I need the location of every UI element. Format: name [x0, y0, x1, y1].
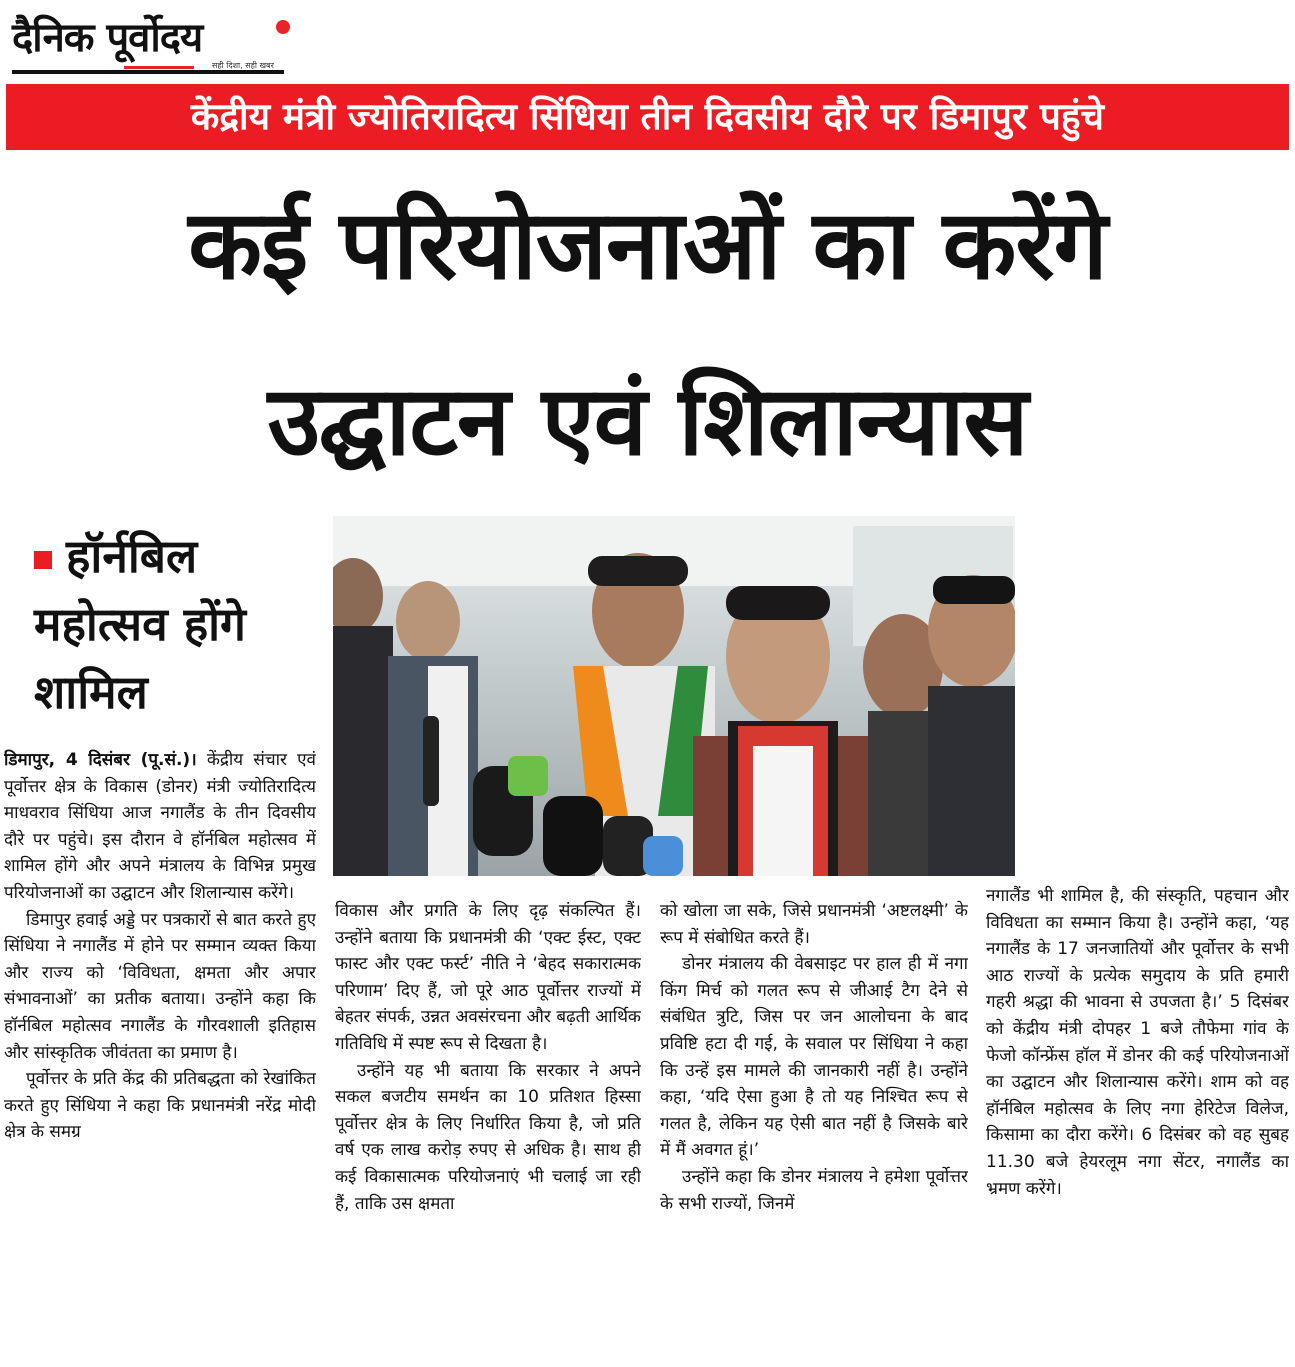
- subhead-text-1: हॉर्नबिल: [66, 529, 198, 583]
- news-photo: [333, 516, 1015, 876]
- paragraph: उन्होंने कहा कि डोनर मंत्रालय ने हमेशा पूर्वोत्तर के सभी राज्यों, जिनमें: [660, 1166, 968, 1214]
- paragraph: डोनर मंत्रालय की वेबसाइट पर हाल ही में नगा किंग मिर्च को गलत रूप से जीआई टैग देने से संबंधित त्रुटि, जिस पर जन आलोचना के बाद प्रविष्टि हटा दी गई, के सवाल पर सिंधिया ने कहा कि उन्हें इस मामले की जानकारी नहीं है। उन्होंने कहा, ‘यदि ऐसा हुआ है तो यह निश्चित रूप से गलत है, लेकिन यह ऐसी बात नहीं है जिसके बारे में मैं अवगत हूं।’: [660, 954, 968, 1161]
- paragraph-text: केंद्रीय संचार एवं पूर्वोत्तर क्षेत्र के विकास (डोनर) मंत्री ज्योतिरादित्य माधवराव सिंधिया आज नगालैंड के तीन दिवसीय दौरे पर पहुंचे। इस दौरान वे हॉर्नबिल महोत्सव में शामिल होंगे और अपने मंत्रालय के विभिन्न प्रमुख परियोजनाओं का उद्घाटन और शिलान्यास करेंगे।: [4, 750, 316, 903]
- subhead: [34, 522, 324, 726]
- article-column-1: [4, 747, 316, 1363]
- kicker-text: केंद्रीय मंत्री ज्योतिरादित्य सिंधिया तीन दिवसीय दौरे पर डिमापुर पहुंचे: [190, 95, 1105, 138]
- masthead-title: दैनिक पूर्वोदय: [12, 15, 203, 61]
- paragraph: नगालैंड भी शामिल है, की संस्कृति, पहचान और विविधता का सम्मान किया है। उन्होंने कहा, ‘यह नगालैंड के 17 जनजातियों और पूर्वोत्तर के सभी आठ राज्यों के प्रत्येक समुदाय के प्रति हमारी गहरी श्रद्धा की भावना से उपजता है।’ 5 दिसंबर को केंद्रीय मंत्री दोपहर 1 बजे तौफेमा गांव के फेजो कॉन्फ्रेंस हॉल में डोनर की कई परियोजनाओं का उद्घाटन और शिलान्यास करेंगे। शाम को वह हॉर्नबिल महोत्सव के लिए नगा हेरिटेज विलेज, किसामा का दौरा करेंगे। 6 दिसंबर को वह सुबह 11.30 बजे हेयरलूम नगा सेंटर, नगालैंड का भ्रमण करेंगे।: [986, 886, 1289, 1199]
- bullet-square-icon: [34, 551, 52, 569]
- kicker-banner: [6, 84, 1289, 150]
- masthead-dot-icon: [276, 20, 290, 34]
- news-photo-illustration: [333, 516, 1015, 876]
- paragraph: डिमापुर हवाई अड्डे पर पत्रकारों से बात करते हुए सिंधिया ने नगालैंड में होने पर सम्मान व्यक्त किया और राज्य को ‘विविधता, क्षमता और अपार संभावनाओं’ का प्रतीक बताया। उन्होंने कहा कि हॉर्नबिल महोत्सव नगालैंड के गौरवशाली इतिहास और सांस्कृतिक जीवंतता का प्रमाण है।: [4, 909, 316, 1063]
- paragraph: [4, 747, 316, 907]
- dateline: डिमापुर, 4 दिसंबर (पू.सं.)।: [4, 750, 197, 770]
- article-column-4: [986, 883, 1289, 1363]
- masthead-red-rule: [124, 66, 194, 69]
- subhead-line-3: शामिल: [34, 665, 148, 719]
- headline-line-2: उद्घाटन एवं शिलान्यास: [267, 365, 1028, 477]
- paragraph: उन्होंने यह भी बताया कि सरकार ने अपने सकल बजटीय समर्थन का 10 प्रतिशत हिस्सा पूर्वोत्तर क्षेत्र के लिए निर्धारित किया है, जो प्रति वर्ष एक लाख करोड़ रुपए से अधिक है। साथ ही कई विकासात्मक परियोजनाएं भी चलाई जा रही हैं, ताकि उस क्षमता: [335, 1060, 641, 1214]
- paragraph: पूर्वोत्तर के प्रति केंद्र की प्रतिबद्धता को रेखांकित करते हुए सिंधिया ने कहा कि प्रधानमंत्री नरेंद्र मोदी क्षेत्र के समग्र: [4, 1069, 316, 1143]
- article-column-2: [335, 898, 641, 1364]
- subhead-line-2: महोत्सव होंगे: [34, 597, 246, 651]
- paragraph: विकास और प्रगति के लिए दृढ़ संकल्पित हैं। उन्होंने बताया कि प्रधानमंत्री की ‘एक्ट ईस्ट, एक्ट फास्ट और एक्ट फर्स्ट’ नीति ने ‘बेहद सकारात्मक परिणाम’ दिए हैं, जो पूरे आठ पूर्वोत्तर राज्यों में बेहतर संपर्क, उन्नत अवसंरचना और बढ़ती आर्थिक गतिविधि में स्पष्ट रूप से दिखता है।: [335, 901, 641, 1054]
- subhead-line-1: [34, 522, 324, 590]
- article-column-3: [660, 898, 968, 1364]
- headline-line-1: कई परियोजनाओं का करेंगे: [188, 189, 1107, 301]
- masthead: [12, 8, 302, 80]
- masthead-tagline: सही दिशा, सही खबर: [212, 61, 274, 70]
- paragraph: को खोला जा सके, जिसे प्रधानमंत्री ‘अष्टलक्ष्मी’ के रूप में संबोधित करते हैं।: [660, 901, 968, 948]
